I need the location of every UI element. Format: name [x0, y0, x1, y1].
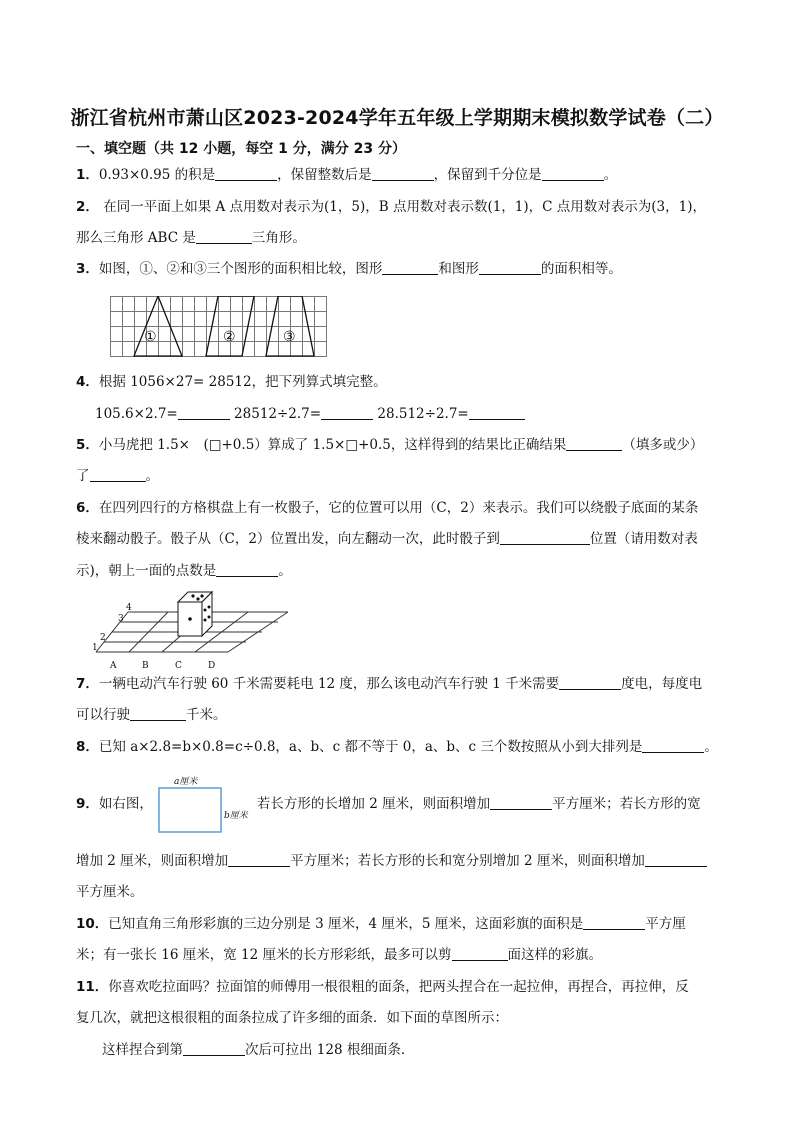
rectangle-length-label: a厘米 [174, 777, 198, 787]
answer-blank[interactable] [196, 229, 252, 244]
question-10: 10．已知直角三角形彩旗的三边分别是 3 厘米，4 厘米，5 厘米，这面彩旗的面积是 平方厘 [76, 916, 686, 932]
question-number: 3． [76, 261, 99, 277]
answer-blank[interactable] [372, 166, 434, 181]
question-number: 5． [76, 437, 99, 453]
question-number: 8． [76, 739, 99, 755]
question-5: 5．小马虎把 1.5× (□+0.5）算成了 1.5×□+0.5，这样得到的结果比正确结果 （填多或少） [76, 437, 704, 453]
question-9-line2: 增加 2 厘米，则面积增加 平方厘米；若长方形的长和宽分别增加 2 厘米，则面积增加 [76, 851, 707, 871]
question-7-line2: 可以行驶 千米。 [76, 707, 227, 723]
question-number: 6． [76, 500, 99, 516]
question-number: 2． [76, 199, 99, 215]
question-6: 6．在四列四行的方格棋盘上有一枚骰子，它的位置可以用（C，2）来表示。我们可以绕骰子底面的某条 [76, 500, 699, 516]
answer-blank[interactable] [452, 946, 508, 961]
rectangle-width-label: b厘米 [224, 811, 248, 821]
answer-blank[interactable] [382, 260, 438, 275]
question-9: 9．如右图， 若长方形的长增加 2 厘米，则面积增加 平方厘米；若长方形的宽 [76, 796, 701, 812]
answer-blank[interactable] [583, 915, 645, 930]
answer-blank[interactable] [216, 562, 278, 577]
row-label-1: 1 [92, 643, 98, 653]
question-number: 4． [76, 374, 99, 390]
answer-blank[interactable] [642, 738, 704, 753]
answer-blank[interactable] [645, 852, 707, 867]
question-8: 8．已知 a×2.8=b×0.8=c÷0.8，a、b、c 都不等于 0，a、b、c 三个数按照从小到大排列是 。 [76, 739, 718, 755]
row-label-2: 2 [100, 633, 106, 643]
question-7: 7．一辆电动汽车行驶 60 千米需要耗电 12 度，那么该电动汽车行驶 1 千米需要 度电，每度电 [76, 676, 703, 692]
question-11: 11．你喜欢吃拉面吗？拉面馆的师傅用一根很粗的面条，把两头捏合在一起拉伸，再捏合，再拉伸，反 [76, 979, 689, 995]
question-4-expressions: 105.6×2.7= 28512÷2.7= 28.512÷2.7= [95, 404, 525, 424]
answer-blank[interactable] [178, 405, 230, 420]
section-heading: 一、填空题（共 12 小题，每空 1 分，满分 23 分） [76, 141, 406, 157]
answer-blank[interactable] [90, 467, 146, 482]
answer-blank[interactable] [215, 166, 277, 181]
question-11-line2: 复几次，就把这根很粗的面条拉成了许多细的面条．如下面的草图所示： [76, 1010, 508, 1026]
dice-cube [178, 592, 212, 636]
answer-blank[interactable] [490, 795, 552, 810]
shape-label-1: ① [144, 329, 157, 345]
question-3: 3．如图，①、②和③三个图形的面积相比较，图形 和图形 的面积相等。 [76, 261, 622, 277]
row-label-3: 3 [118, 614, 124, 624]
question-number: 11． [76, 979, 109, 995]
answer-blank[interactable] [566, 436, 622, 451]
question-11-line3: 这样捏合到第 次后可拉出 128 根细面条． [102, 1042, 415, 1058]
question-9-line3: 平方厘米。 [76, 884, 144, 900]
question-number: 10． [76, 916, 109, 932]
answer-blank[interactable] [542, 166, 604, 181]
column-label-a: A [110, 661, 117, 670]
question-number: 7． [76, 676, 99, 692]
answer-blank[interactable] [500, 530, 590, 545]
dice-board-figure [90, 588, 290, 670]
area-figure-grid [110, 296, 332, 358]
question-4: 4．根据 1056×27= 28512，把下列算式填完整。 [76, 374, 387, 390]
answer-blank[interactable] [130, 706, 186, 721]
question-6-line2: 棱来翻动骰子。骰子从（C，2）位置出发，向左翻动一次，此时骰子到 位置（请用数对表 [76, 531, 698, 547]
row-label-4: 4 [126, 603, 132, 613]
rectangle-shape [159, 788, 221, 832]
shape-label-3: ③ [283, 329, 296, 345]
question-number: 1． [76, 167, 99, 183]
shape-label-2: ② [223, 329, 236, 345]
question-1: 1．0.93×0.95 的积是 ，保留整数后是 ，保留到千分位是 。 [76, 167, 618, 183]
question-5-line2: 了 。 [76, 468, 159, 484]
question-6-line3: 示)，朝上一面的点数是 。 [76, 563, 292, 579]
question-2: 2． 在同一平面上如果 A 点用数对表示为(1，5)，B 点用数对表示数(1，1)，C 点用数对表示为(3，1)， [76, 199, 706, 215]
question-2-line2: 那么三角形 ABC 是 三角形。 [76, 230, 306, 246]
column-label-d: D [208, 661, 216, 670]
answer-blank[interactable] [321, 405, 373, 420]
page-title: 浙江省杭州市萧山区2023-2024学年五年级上学期期末模拟数学试卷（二） [70, 107, 724, 129]
rectangle-figure [156, 772, 260, 838]
answer-blank[interactable] [559, 675, 621, 690]
answer-blank[interactable] [469, 405, 525, 420]
column-label-c: C [175, 661, 182, 670]
answer-blank[interactable] [183, 1041, 245, 1056]
question-10-line2: 米；有一张长 16 厘米，宽 12 厘米的长方形彩纸，最多可以剪 面这样的彩旗。 [76, 947, 603, 963]
question-number: 9． [76, 796, 99, 812]
answer-blank[interactable] [228, 852, 290, 867]
column-label-b: B [142, 661, 149, 670]
answer-blank[interactable] [479, 260, 541, 275]
